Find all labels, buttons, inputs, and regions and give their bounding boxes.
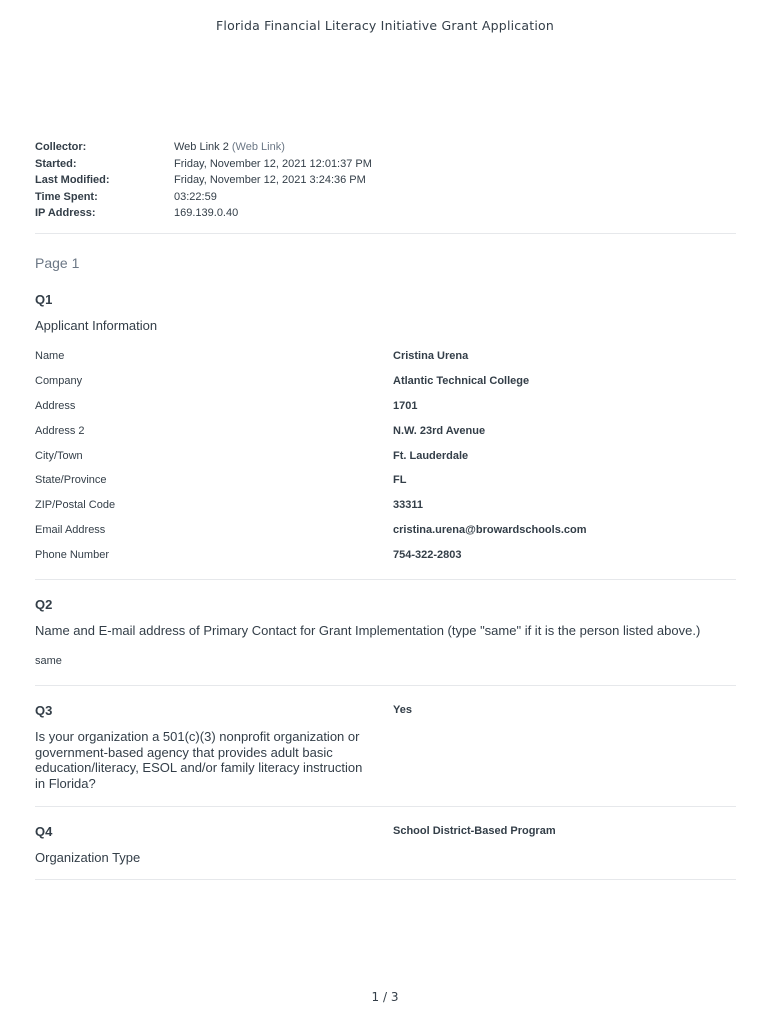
- field-row-address: [35, 397, 736, 422]
- answer-q3: Yes: [393, 704, 412, 716]
- divider: [35, 685, 736, 686]
- meta-value: 169.139.0.40: [174, 207, 239, 219]
- meta-row-time-spent: [35, 189, 735, 206]
- divider: [35, 579, 736, 580]
- meta-label: Last Modified:: [35, 174, 110, 186]
- field-row-name: [35, 347, 736, 372]
- meta-value: Friday, November 12, 2021 3:24:36 PM: [174, 174, 366, 186]
- field-label: City/Town: [35, 449, 83, 462]
- meta-row-collector: [35, 139, 735, 156]
- collector-type: (Web Link): [228, 141, 285, 153]
- field-value: 33311: [393, 499, 423, 512]
- field-label: Email Address: [35, 524, 106, 537]
- meta-value: 03:22:59: [174, 190, 217, 203]
- applicant-info-fields: [35, 347, 736, 571]
- field-value: Atlantic Technical College: [393, 374, 530, 387]
- document-title: Florida Financial Literacy Initiative Grant Application: [216, 18, 554, 33]
- field-label: Address 2: [35, 424, 85, 437]
- meta-row-started: [35, 156, 735, 173]
- question-number-q3: Q3: [35, 703, 53, 718]
- response-metadata: [35, 139, 735, 222]
- divider: [35, 233, 736, 234]
- meta-value: Friday, November 12, 2021 12:01:37 PM: [174, 157, 372, 170]
- question-number-q2: Q2: [35, 597, 53, 612]
- field-value: N.W. 23rd Avenue: [393, 424, 486, 437]
- field-value: FL: [393, 474, 407, 487]
- field-value: Cristina Urena: [393, 350, 469, 362]
- field-value: 1701: [393, 399, 418, 412]
- field-row-city: [35, 447, 736, 472]
- field-value: cristina.urena@browardschools.com: [393, 524, 587, 537]
- page-label: Page 1: [35, 255, 80, 271]
- field-value: Ft. Lauderdale: [393, 449, 469, 462]
- field-row-email: [35, 521, 736, 546]
- question-text-q3: Is your organization a 501(c)(3) nonprofit organization or government-based agency that provides adult basic education/literacy, ESOL and/or family literacy instruction in Florida?: [35, 729, 363, 791]
- collector-value: Web Link 2: [174, 141, 229, 153]
- field-row-address-2: [35, 422, 736, 447]
- answer-q2: same: [35, 655, 62, 667]
- field-value: 754-322-2803: [393, 549, 462, 562]
- meta-row-last-modified: [35, 172, 735, 189]
- meta-label: Collector:: [35, 141, 87, 153]
- question-number-q1: Q1: [35, 292, 53, 307]
- field-row-phone: [35, 546, 736, 571]
- field-row-zip: [35, 496, 736, 521]
- question-text-q2: Name and E-mail address of Primary Contact for Grant Implementation (type "same" if it is the person listed above.): [35, 623, 701, 638]
- meta-row-ip-address: [35, 205, 735, 222]
- divider: [35, 806, 736, 807]
- meta-label: Time Spent:: [35, 190, 98, 203]
- field-row-company: [35, 372, 736, 397]
- field-label: Address: [35, 399, 76, 412]
- meta-label: IP Address:: [35, 207, 96, 219]
- field-label: Company: [35, 374, 83, 387]
- divider: [35, 879, 736, 880]
- field-label: State/Province: [35, 474, 107, 487]
- field-label: Name: [35, 350, 65, 362]
- answer-q4: School District-Based Program: [393, 825, 556, 837]
- field-label: Phone Number: [35, 549, 109, 562]
- question-number-q4: Q4: [35, 824, 53, 839]
- field-row-state: [35, 471, 736, 496]
- meta-value: [174, 139, 285, 156]
- question-text-q4: Organization Type: [35, 850, 141, 865]
- page-number: 1 / 3: [371, 990, 399, 1004]
- question-text-q1: Applicant Information: [35, 318, 158, 333]
- field-label: ZIP/Postal Code: [35, 499, 116, 512]
- meta-label: Started:: [35, 157, 77, 170]
